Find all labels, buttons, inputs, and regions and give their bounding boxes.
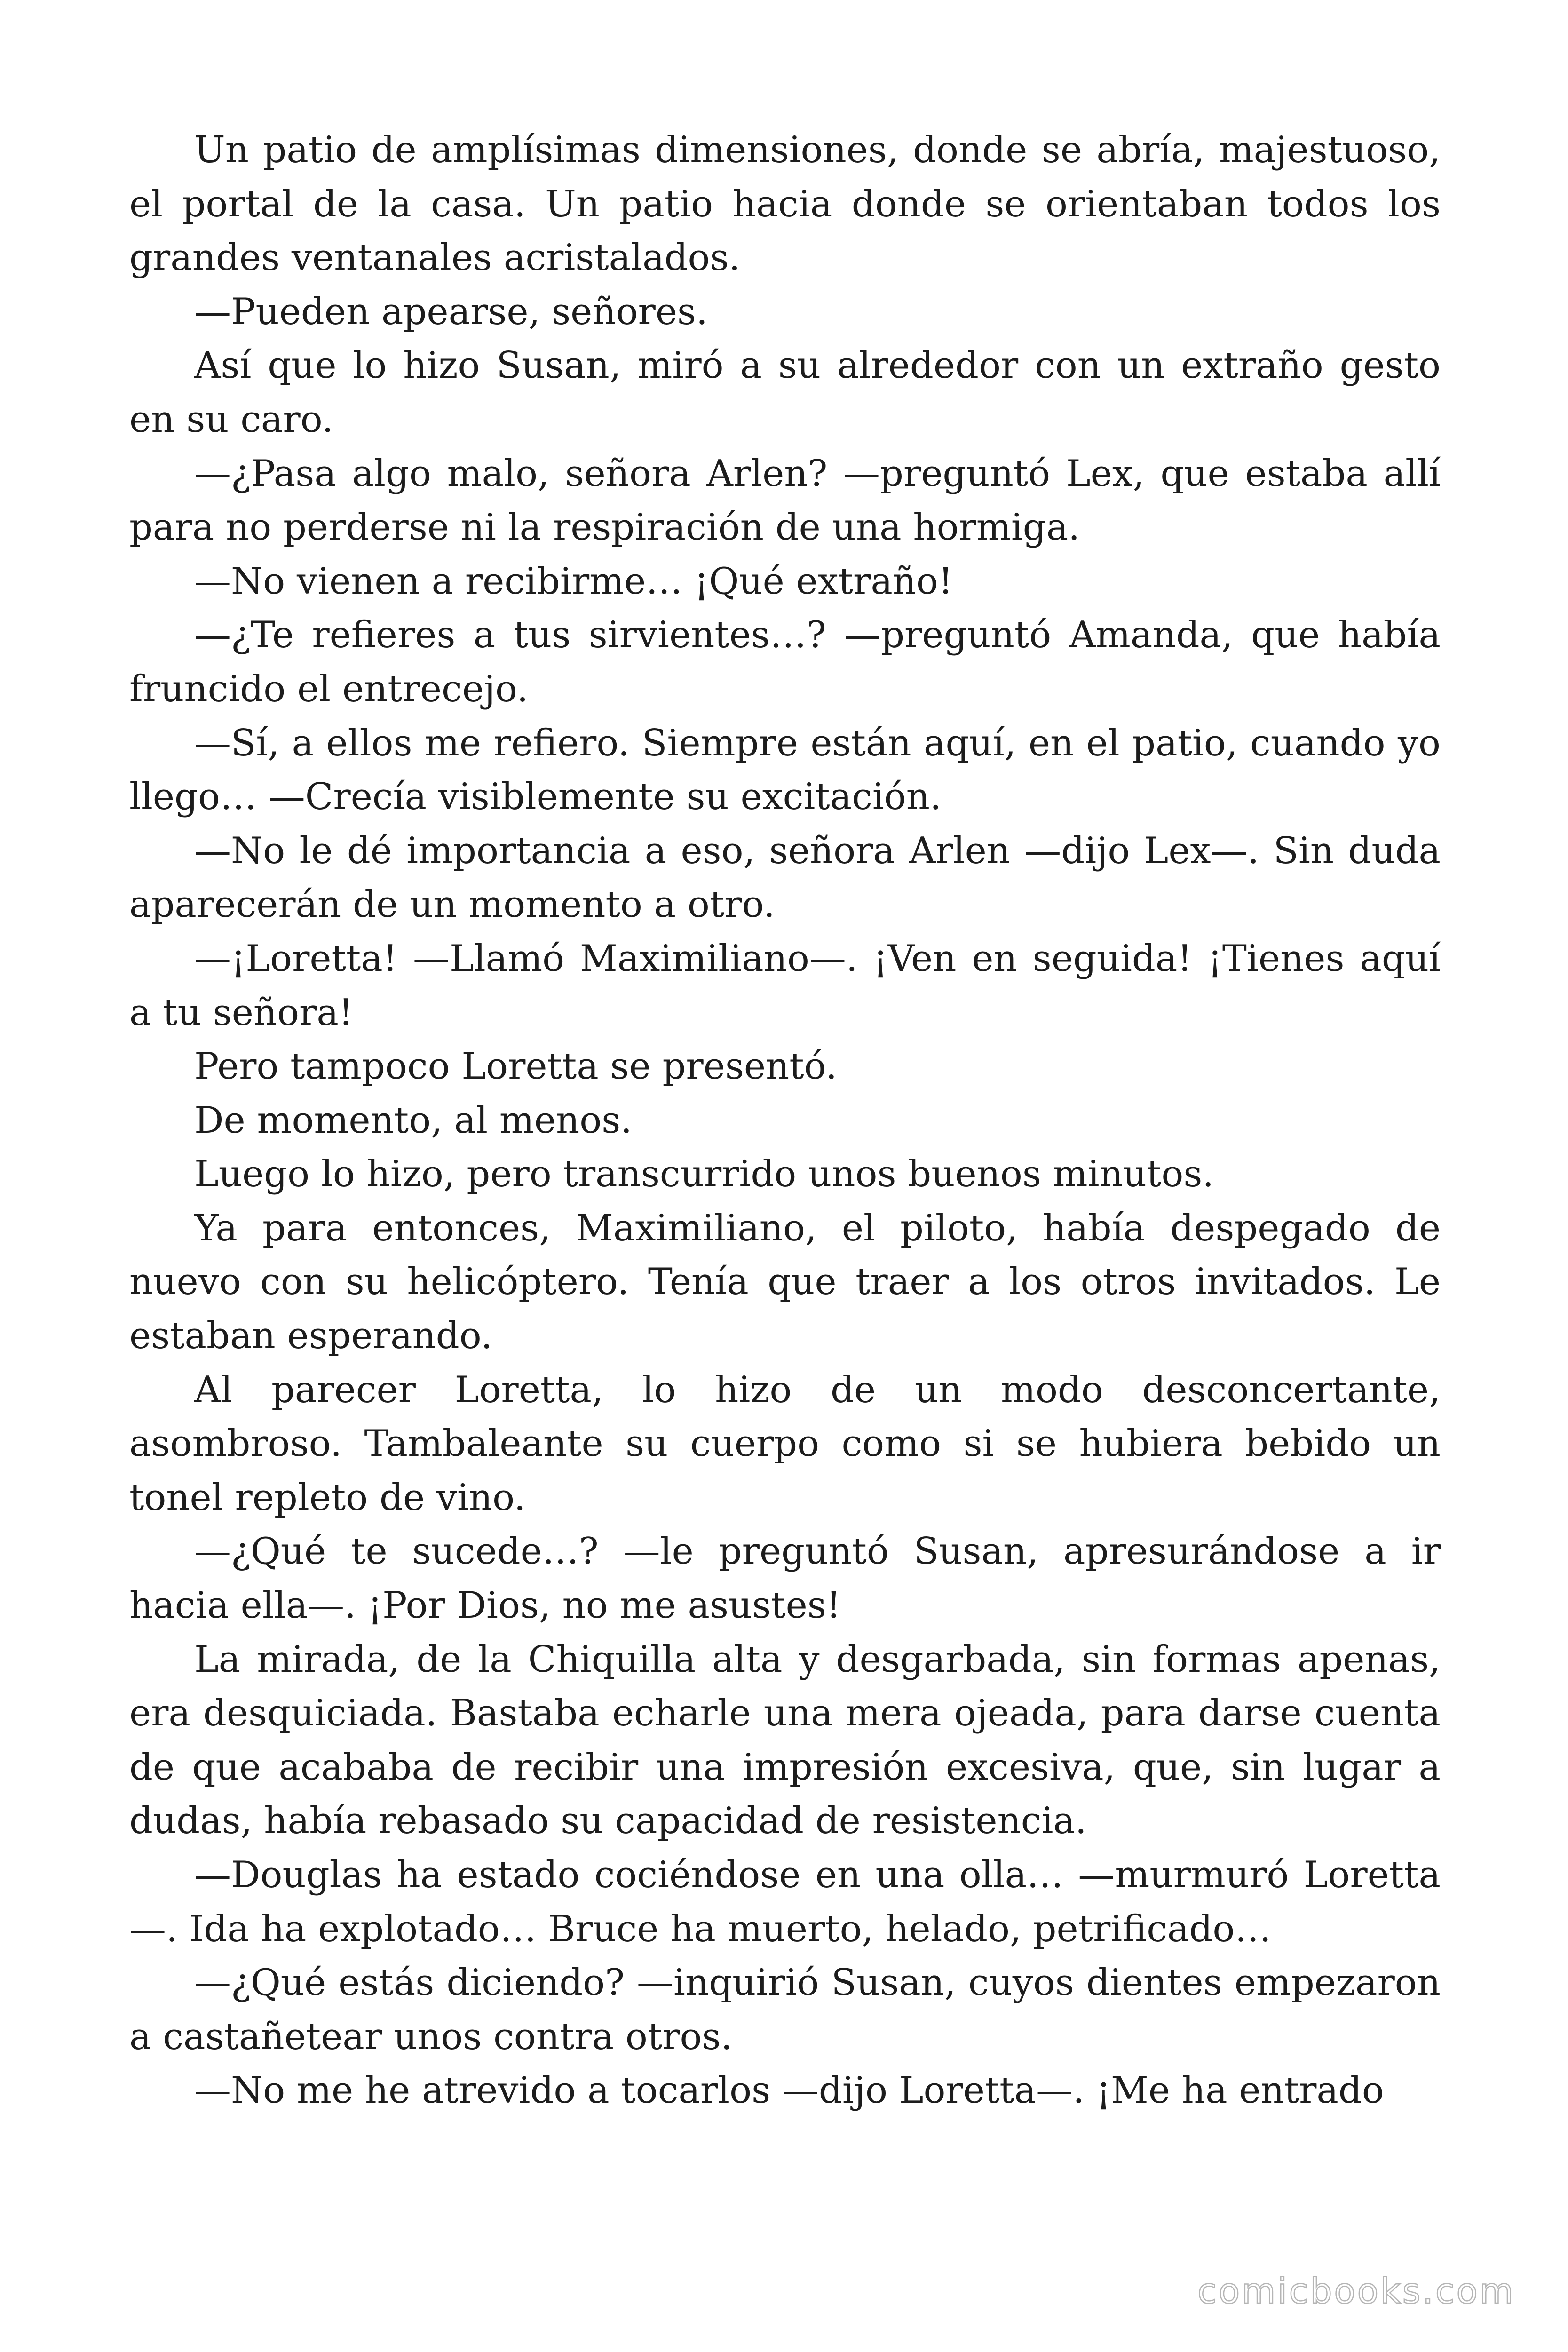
paragraph: —No vienen a recibirme… ¡Qué extraño! [194,560,953,603]
paragraph: —¡Loretta! —Llamó Maximiliano—. ¡Ven en seguida! ¡Tienes aquí a tu señora! [129,937,1441,1034]
paragraph: —¿Qué estás diciendo? —inquirió Susan, cuyos dientes empezaron a castañetear unos contra otros. [129,1962,1441,2058]
paragraph: Luego lo hizo, pero transcurrido unos buenos minutos. [194,1153,1214,1196]
paragraph: Pero tampoco Loretta se presentó. [194,1045,838,1088]
paragraph: —Sí, a ellos me refiero. Siempre están aquí, en el patio, cuando yo llego… —Crecía visiblemente su excitación. [129,722,1441,818]
paragraph: Ya para entonces, Maximiliano, el piloto, había despegado de nuevo con su helicóptero. Tenía que traer a los otros invitados. Le estaban esperando. [129,1207,1441,1358]
paragraph: La mirada, de la Chiquilla alta y desgarbada, sin formas apenas, era desquiciada. Bastaba echarle una mera ojeada, para darse cuenta de que acababa de recibir una impresión excesiva, que, sin lugar a dudas, había rebasado su capacidad de resistencia. [129,1638,1441,1843]
paragraph: —No me he atrevido a tocarlos —dijo Loretta—. ¡Me ha entrado [194,2069,1384,2112]
paragraph: Así que lo hizo Susan, miró a su alrededor con un extraño gesto en su caro. [129,344,1441,441]
paragraph: —¿Qué te sucede…? —le preguntó Susan, apresurándose a ir hacia ella—. ¡Por Dios, no me asustes! [129,1530,1441,1627]
paragraph: —Douglas ha estado cociéndose en una olla… —murmuró Loretta—. Ida ha explotado… Bruce ha muerto, helado, petrificado… [129,1854,1441,1950]
paragraph: Un patio de amplísimas dimensiones, donde se abría, majestuoso, el portal de la casa. Un patio hacia donde se orientaban todos los grandes ventanales acristalados. [129,129,1441,279]
paragraph: De momento, al menos. [194,1099,633,1142]
paragraph: —¿Te refieres a tus sirvientes…? —preguntó Amanda, que había fruncido el entrecejo. [129,614,1441,710]
paragraph: —Pueden apearse, señores. [194,290,708,333]
paragraph: —No le dé importancia a eso, señora Arlen —dijo Lex—. Sin duda aparecerán de un momento a otro. [129,829,1441,926]
site-watermark: comicbooks.com [1197,2271,1515,2312]
body-text [129,123,1441,2118]
paragraph: —¿Pasa algo malo, señora Arlen? —preguntó Lex, que estaba allí para no perderse ni la respiración de una hormiga. [129,452,1441,549]
paragraph: Al parecer Loretta, lo hizo de un modo desconcertante, asombroso. Tambaleante su cuerpo como si se hubiera bebido un tonel repleto de vino. [129,1368,1441,1519]
